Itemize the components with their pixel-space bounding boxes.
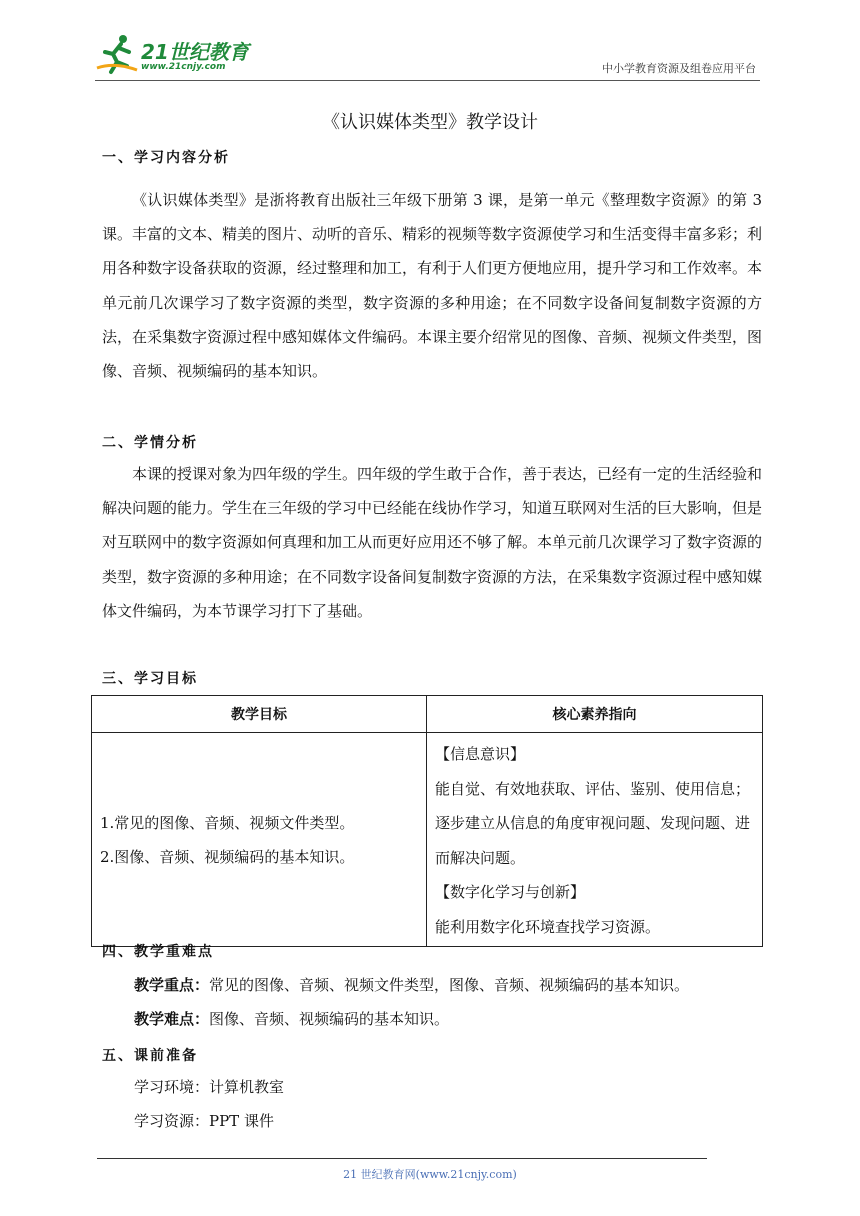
table-header-row bbox=[92, 696, 763, 733]
document-title: 《认识媒体类型》教学设计 bbox=[322, 112, 538, 133]
section-heading: 五、课前准备 bbox=[102, 1048, 198, 1064]
section-4 bbox=[102, 941, 762, 961]
section-heading: 三、学习目标 bbox=[102, 671, 198, 687]
key-point-text: 常见的图像、音频、视频文件类型，图像、音频、视频编码的基本知识。 bbox=[209, 976, 690, 994]
logo-url: www.21cnjy.com bbox=[141, 62, 226, 72]
section-4-body bbox=[134, 968, 784, 1036]
section-5 bbox=[102, 1045, 762, 1065]
page-header bbox=[95, 30, 760, 81]
paragraph: 《认识媒体类型》是浙将教育出版社三年级下册第 3 课，是第一单元《整理数字资源》的第 3 课。丰富的文本、精美的图片、动听的音乐、精彩的视频等数字资源使学习和生活变得丰富多彩；利用各种数字设备获取的资源，经过整理和加工，有利于人们更方便地应用，提升学习和工作效率。本单元前几次课学习了数字资源的类型，数字资源的多种用途；在不同数字设备间复制数字资源的方法，在采集数字资源过程中感知媒体文件编码。本课主要介绍常见的图像、音频、视频文件类型，图像、音频、视频编码的基本知识。 bbox=[102, 191, 763, 381]
key-point-label: 教学重点： bbox=[134, 976, 210, 994]
footer-divider bbox=[97, 1158, 707, 1159]
platform-name: 中小学教育资源及组卷应用平台 bbox=[602, 62, 756, 75]
section-heading: 四、教学重难点 bbox=[102, 944, 214, 960]
difficulty-text: 图像、音频、视频编码的基本知识。 bbox=[209, 1010, 450, 1028]
section-heading: 一、学习内容分析 bbox=[102, 150, 230, 166]
table-header-literacy: 核心素养指向 bbox=[427, 696, 763, 733]
goals-cell bbox=[92, 733, 427, 947]
paragraph: 本课的授课对象为四年级的学生。四年级的学生敢于合作，善于表达，已经有一定的生活经验和解决问题的能力。学生在三年级的学习中已经能在线协作学习，知道互联网对生活的巨大影响，但是对互联网中的数字资源如何真理和加工从而更好应用还不够了解。本单元前几次课学习了数字资源的类型，数字资源的多种用途；在不同数字设备间复制数字资源的方法，在采集数字资源过程中感知媒体文件编码，为本节课学习打下了基础。 bbox=[102, 465, 763, 620]
section-2-body bbox=[102, 457, 762, 628]
literacy-title: 【数字化学习与创新】 bbox=[435, 883, 586, 901]
runner-logo-icon bbox=[95, 32, 139, 76]
section-1-body bbox=[102, 183, 762, 388]
goals-table bbox=[91, 695, 763, 947]
difficulty-line bbox=[134, 1002, 784, 1036]
environment-line: 学习环境：计算机教室 bbox=[134, 1078, 285, 1096]
site-logo bbox=[95, 32, 265, 76]
logo-text: 21世纪教育 bbox=[141, 40, 249, 64]
table-row bbox=[92, 733, 763, 947]
table-header-goals: 教学目标 bbox=[92, 696, 427, 733]
goal-item: 1.常见的图像、音频、视频文件类型。 bbox=[100, 813, 355, 832]
section-5-body bbox=[134, 1070, 734, 1138]
section-3 bbox=[102, 668, 762, 688]
resources-line: 学习资源：PPT 课件 bbox=[134, 1112, 274, 1130]
goal-item: 2.图像、音频、视频编码的基本知识。 bbox=[100, 847, 355, 866]
literacy-body: 能自觉、有效地获取、评估、鉴别、使用信息；逐步建立从信息的角度审视问题、发现问题、进而解决问题。 bbox=[435, 779, 751, 867]
literacy-title: 【信息意识】 bbox=[435, 745, 526, 763]
difficulty-label: 教学难点： bbox=[134, 1010, 210, 1028]
literacy-body: 能利用数字化环境查找学习资源。 bbox=[435, 917, 661, 936]
section-2 bbox=[102, 432, 762, 452]
footer-link[interactable]: 21 世纪教育网(www.21cnjy.com) bbox=[343, 1168, 517, 1181]
literacy-cell bbox=[427, 733, 763, 947]
section-1 bbox=[102, 147, 762, 167]
key-point-line bbox=[134, 968, 784, 1002]
section-heading: 二、学情分析 bbox=[102, 435, 198, 451]
